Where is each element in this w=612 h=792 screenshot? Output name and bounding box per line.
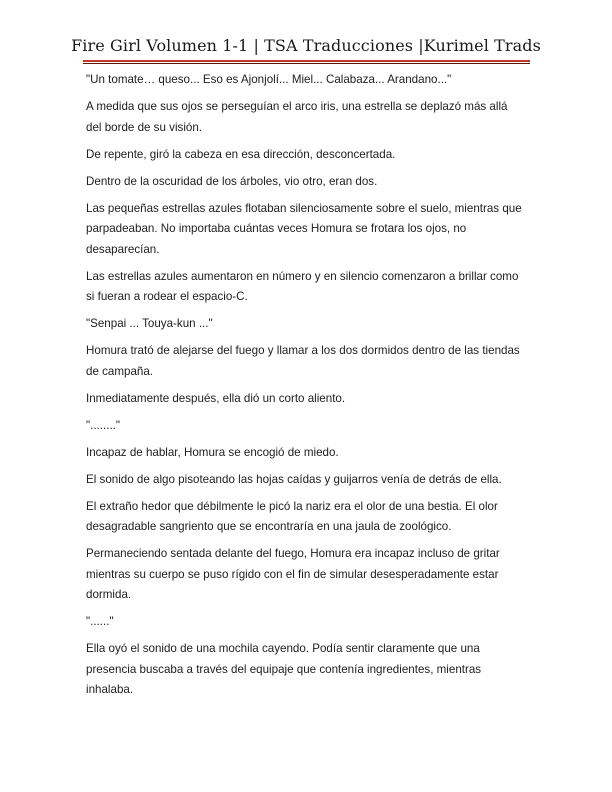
paragraph-11: Incapaz de hablar, Homura se encogió de miedo.: [86, 445, 339, 459]
paragraph-1: "Un tomate… queso... Eso es Ajonjolí... Miel... Calabaza... Arandano...": [86, 73, 452, 86]
paragraph-16: Ella oyó el sonido de una mochila cayendo. Podía sentir claramente que una presencia buscaba a través del equipaje que contenía ingredientes, mientras inhalaba.: [86, 642, 482, 696]
body-text: [86, 70, 526, 707]
paragraph-6: Las estrellas azules aumentaron en número y en silencio comenzaron a brillar como si fueran a rodear el espacio-C.: [86, 269, 519, 303]
paragraph-8: Homura trató de alejarse del fuego y llamar a los dos dormidos dentro de las tiendas de campaña.: [86, 344, 520, 378]
header-rule-dark: [83, 63, 530, 64]
header-rule-red: [83, 60, 530, 62]
paragraph-4: Dentro de la oscuridad de los árboles, vio otro, eran dos.: [86, 174, 378, 188]
paragraph-7: "Senpai ... Touya-kun ...": [86, 317, 213, 330]
paragraph-10: "........": [86, 418, 121, 432]
paragraph-12: El sonido de algo pisoteando las hojas caídas y guijarros venía de detrás de ella.: [86, 472, 502, 486]
paragraph-3: De repente, giró la cabeza en esa dirección, desconcertada.: [86, 147, 396, 161]
paragraph-14: Permaneciendo sentada delante del fuego, Homura era incapaz incluso de gritar mientras su cuerpo se puso rígido con el fin de simular desesperadamente estar dormida.: [86, 547, 500, 601]
paragraph-5: Las pequeñas estrellas azules flotaban silenciosamente sobre el suelo, mientras que parpadeaban. No importaba cuántas veces Homura se frotara los ojos, no desaparecían.: [86, 201, 522, 256]
paragraph-2: A medida que sus ojos se perseguían el arco iris, una estrella se deplazó más allá del borde de su visión.: [86, 100, 508, 134]
paragraph-9: Inmediatamente después, ella dió un corto aliento.: [86, 391, 346, 405]
paragraph-13: El extraño hedor que débilmente le picó la nariz era el olor de una bestia. El olor desagradable sangriento que se encontraría en una jaula de zoológico.: [86, 499, 498, 533]
paragraph-15: "......": [86, 615, 114, 628]
header-title: Fire Girl Volumen 1-1 | TSA Traducciones |Kurimel Trads: [71, 36, 541, 55]
